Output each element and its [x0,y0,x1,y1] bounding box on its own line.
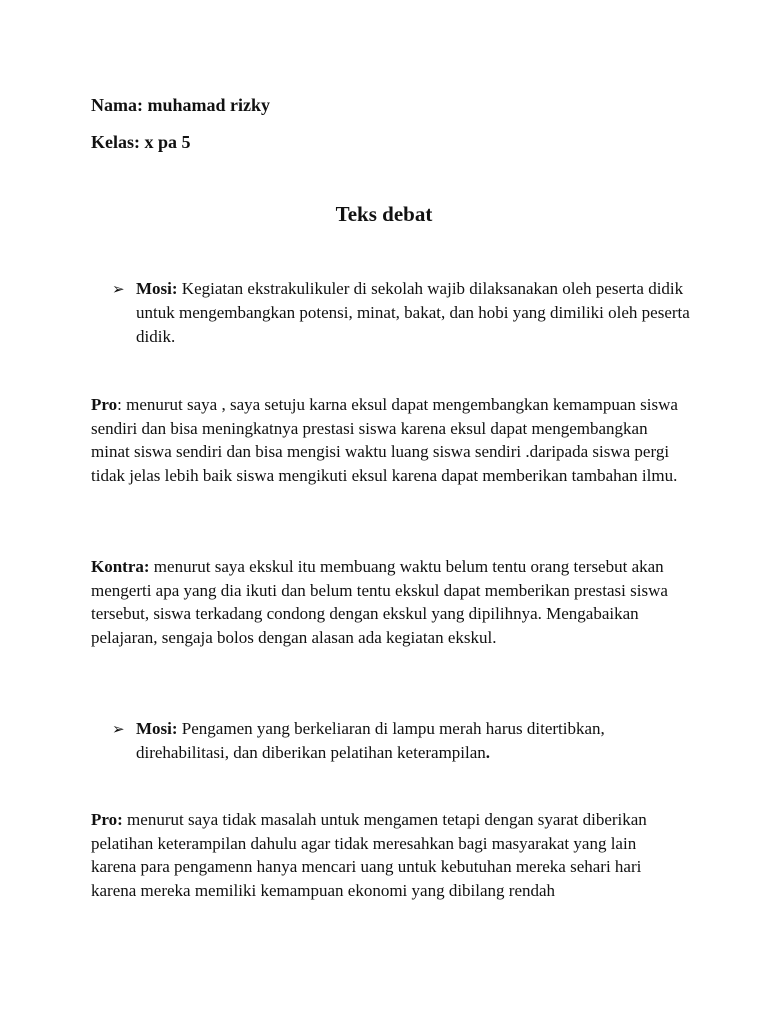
student-class: Kelas: x pa 5 [91,132,191,152]
pro-label: Pro: [91,810,123,829]
pro-argument-2 [91,808,681,902]
pro-label: Pro [91,395,118,414]
motion-label: Mosi: [136,279,178,298]
arrow-bullet-icon: ➢ [112,720,125,738]
motion-end-period: . [485,743,491,762]
contra-label: Kontra: [91,557,150,576]
pro-text: menurut saya tidak masalah untuk mengamen tetapi dengan syarat diberikan pelatihan keterampilan dahulu agar tidak meresahkan bagi masyarakat yang lain karena para pengamenn hanya mencari uang untuk kebutuhan mereka sehari hari karena mereka memiliki kemampuan ekonomi yang dibilang rendah [91,810,647,900]
motion-1 [112,277,696,349]
pro-text: : menurut saya , saya setuju karna eksul dapat mengembangkan kemampuan siswa sendiri dan bisa meningkatnya prestasi siswa karena eksul dapat mengembangkan minat siswa sendiri dan bisa mengisi waktu luang siswa sendiri .daripada siswa pergi tidak jelas lebih baik siswa mengikuti eksul karena dapat memberikan tambahan ilmu. [91,395,678,485]
contra-text: menurut saya ekskul itu membuang waktu belum tentu orang tersebut akan mengerti apa yang dia ikuti dan belum tentu ekskul dapat memberikan prestasi siswa tersebut, siswa terkadang condong dengan ekskul yang dipilihnya. Mengabaikan pelajaran, sengaja bolos dengan alasan ada kegiatan ekskul. [91,557,668,647]
motion-label: Mosi: [136,719,178,738]
motion-text: Kegiatan ekstrakulikuler di sekolah wajib dilaksanakan oleh peserta didik untuk mengembangkan potensi, minat, bakat, dan hobi yang dimiliki oleh peserta didik. [136,279,690,346]
arrow-bullet-icon: ➢ [112,280,125,298]
student-name: Nama: muhamad rizky [91,95,270,115]
pro-argument-1 [91,393,681,487]
motion-text: Pengamen yang berkeliaran di lampu merah harus ditertibkan, direhabilitasi, dan diberikan pelatihan keterampilan [136,719,605,762]
document-title: Teks debat [335,202,433,226]
contra-argument-1 [91,555,681,649]
motion-2 [112,717,696,765]
